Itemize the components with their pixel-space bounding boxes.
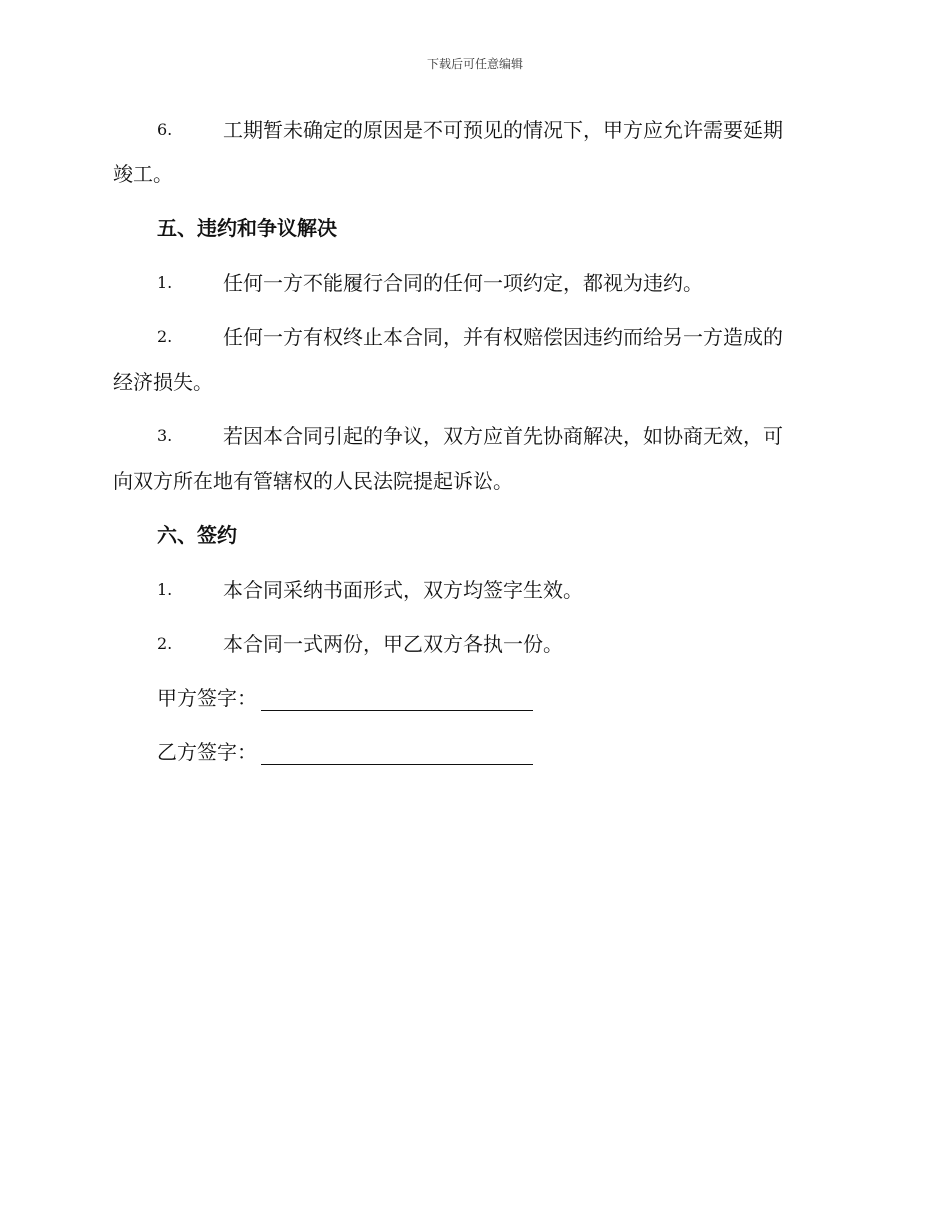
section-heading: 五、违约和争议解决 bbox=[157, 216, 337, 240]
party-b-signature-row bbox=[157, 738, 533, 768]
item-text-continuation: 经济损失。 bbox=[113, 370, 213, 394]
item-number: 6. bbox=[157, 120, 173, 139]
item-number: 1. bbox=[157, 273, 173, 292]
party-b-signature-line[interactable] bbox=[261, 738, 533, 765]
item-text: 工期暂未确定的原因是不可预见的情况下，甲方应允许需要延期 bbox=[223, 118, 783, 142]
party-a-signature-label: 甲方签字： bbox=[157, 686, 257, 710]
item-number: 3. bbox=[157, 426, 173, 445]
item-text-continuation: 竣工。 bbox=[113, 162, 173, 186]
item-number: 1. bbox=[157, 580, 173, 599]
header-note: 下载后可任意编辑 bbox=[426, 57, 523, 71]
item-text: 任何一方不能履行合同的任何一项约定，都视为违约。 bbox=[223, 271, 703, 295]
item-number: 2. bbox=[157, 327, 173, 346]
item-text: 本合同一式两份，甲乙双方各执一份。 bbox=[223, 632, 563, 656]
item-number: 2. bbox=[157, 634, 173, 653]
item-text: 若因本合同引起的争议，双方应首先协商解决，如协商无效，可 bbox=[223, 424, 783, 448]
item-text-continuation: 向双方所在地有管辖权的人民法院提起诉讼。 bbox=[113, 469, 513, 493]
party-a-signature-row bbox=[157, 684, 533, 714]
section-heading: 六、签约 bbox=[157, 523, 237, 547]
party-a-signature-line[interactable] bbox=[261, 684, 533, 711]
item-text: 任何一方有权终止本合同，并有权赔偿因违约而给另一方造成的 bbox=[223, 325, 783, 349]
item-text: 本合同采纳书面形式，双方均签字生效。 bbox=[223, 578, 583, 602]
party-b-signature-label: 乙方签字： bbox=[157, 740, 257, 764]
